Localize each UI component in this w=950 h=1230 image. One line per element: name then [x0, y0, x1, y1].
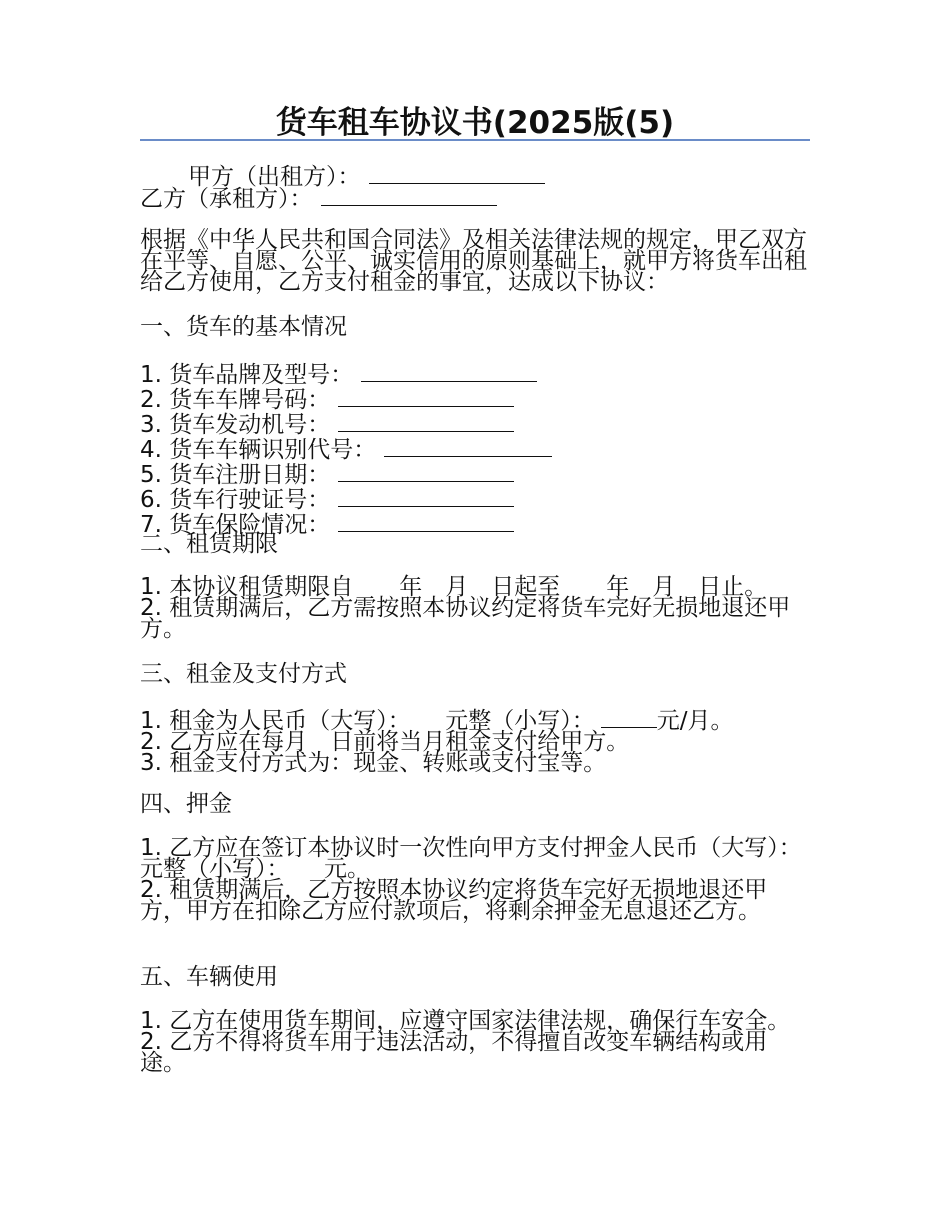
- list-item: 3. 货车发动机号：: [140, 411, 800, 436]
- section-heading-3: 三、租金及支付方式: [140, 661, 347, 687]
- section-heading-1: 一、货车的基本情况: [140, 314, 347, 340]
- section-heading-2: 二、租赁期限: [140, 531, 278, 557]
- party-a-label: 甲方（出租方）：: [188, 164, 361, 190]
- list-item: 5. 货车注册日期：: [140, 461, 800, 486]
- list-item: 2. 货车车牌号码：: [140, 386, 800, 411]
- intro-paragraph: 根据《中华人民共和国合同法》及相关法律法规的规定，甲乙双方在平等、自愿、公平、诚实信用的原则基础上，就甲方将货车出租给乙方使用，乙方支付租金的事宜，达成以下协议：: [140, 227, 807, 295]
- party-b-line: [140, 185, 497, 211]
- section-heading-4: 四、押金: [140, 791, 232, 817]
- list-item: 4. 货车车辆识别代号：: [140, 436, 800, 461]
- party-a-blank: [369, 163, 545, 184]
- section-list-4: [140, 835, 837, 924]
- list-item: 7. 货车保险情况：: [140, 511, 800, 536]
- document-title: 货车租车协议书(2025版(5): [275, 105, 675, 141]
- title-underline: [140, 139, 810, 141]
- section-list-5: [140, 1008, 802, 1076]
- list-item: 1. 乙方在使用货车期间，应遵守国家法律法规，确保行车安全。: [140, 1008, 791, 1034]
- list-item: 2. 乙方不得将货车用于违法活动，不得擅自改变车辆结构或用途。: [140, 1029, 768, 1076]
- list-item: 2. 租赁期满后，乙方需按照本协议约定将货车完好无损地退还甲方。: [140, 595, 791, 642]
- party-b-label: 乙方（承租方）：: [140, 186, 313, 212]
- list-item: 3. 租金支付方式为：现金、转账或支付宝等。: [140, 750, 607, 776]
- list-item: 1. 租金为人民币（大写）： 元整（小写）： 元/月。: [140, 708, 734, 734]
- list-item: 1. 乙方应在签订本协议时一次性向甲方支付押金人民币（大写）： 元整（小写）： 元。: [140, 835, 837, 882]
- list-item: 6. 货车行驶证号：: [140, 486, 800, 511]
- list-item: 1. 货车品牌及型号：: [140, 361, 800, 386]
- section-list-1: [140, 361, 800, 536]
- section-heading-5: 五、车辆使用: [140, 964, 278, 990]
- list-item: 1. 本协议租赁期限自 年 月 日起至 年 月 日止。: [140, 574, 768, 600]
- list-item: 2. 租赁期满后，乙方按照本协议约定将货车完好无损地退还甲方，甲方在扣除乙方应付款项后，将剩余押金无息退还乙方。: [140, 877, 768, 924]
- section-list-3: [140, 707, 800, 774]
- list-item: 2. 乙方应在每月 日前将当月租金支付给甲方。: [140, 729, 630, 755]
- party-b-blank: [321, 185, 497, 206]
- section-list-2: [140, 574, 805, 642]
